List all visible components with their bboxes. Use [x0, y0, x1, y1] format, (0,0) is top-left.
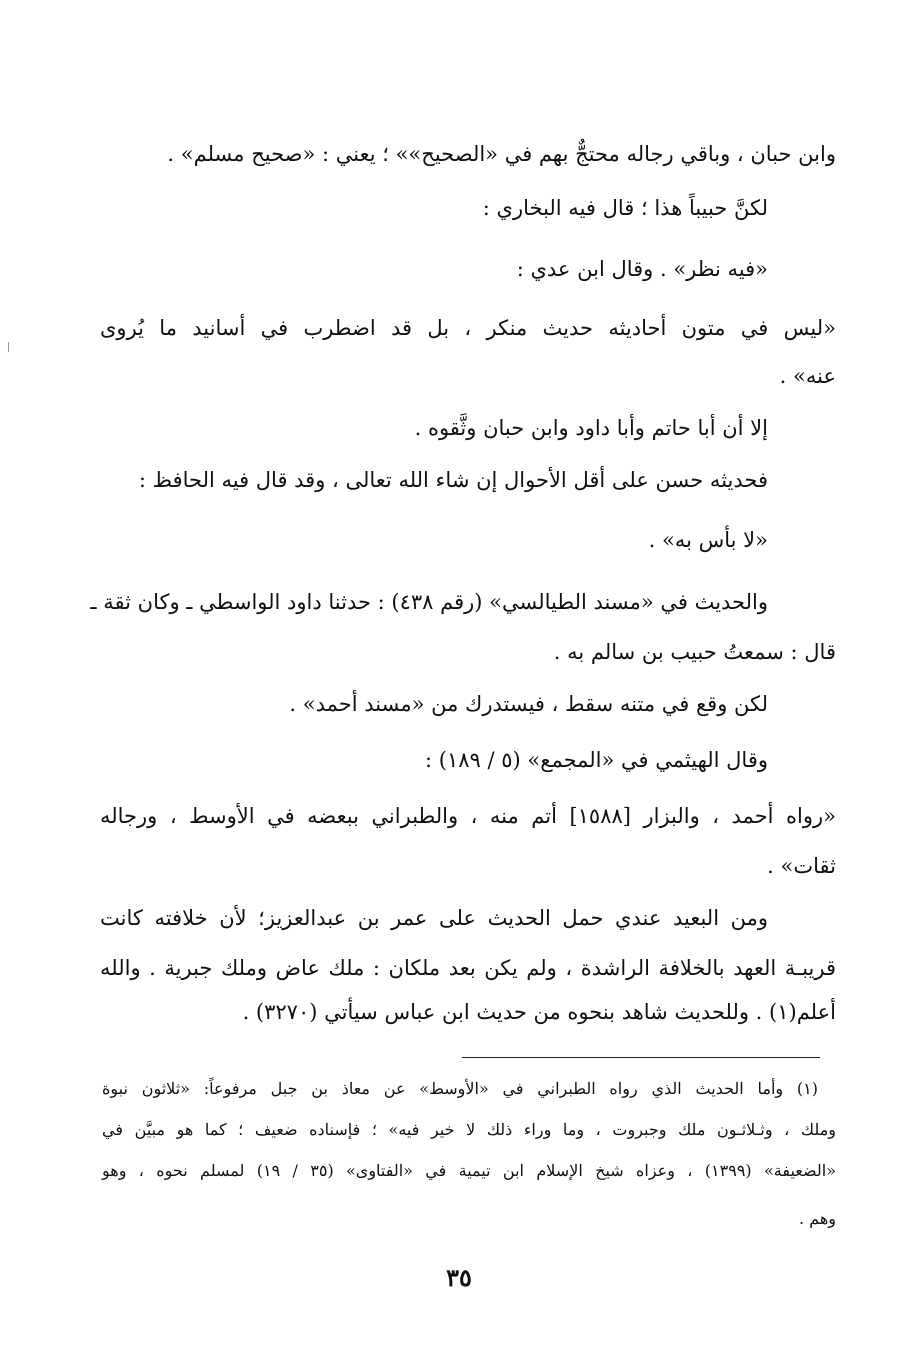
- text-line-10: قال : سمعتُ حبيب بن سالم به .: [553, 640, 836, 664]
- text-line-14: ثقات» .: [767, 854, 836, 878]
- footnote-line-1: (١) وأما الحديث الذي رواه الطبراني في «الأوسط» عن معاذ بن جبل مرفوعاً: «ثلاثون نبوة: [102, 1079, 818, 1098]
- text-line-5: عنه» .: [779, 364, 836, 388]
- text-line-9: والحديث في «مسند الطيالسي» (رقم ٤٣٨) : حدثنا داود الواسطي ـ وكان ثقة ـ: [90, 590, 768, 614]
- text-line-3: «فيه نظر» . وقال ابن عدي :: [516, 257, 768, 281]
- margin-mark: [8, 342, 12, 352]
- footnote-line-4: وهم .: [799, 1209, 836, 1228]
- text-line-15: ومن البعيد عندي حمل الحديث على عمر بن عبدالعزيز؛ لأن خلافته كانت: [100, 906, 769, 930]
- text-line-11: لكن وقع في متنه سقط ، فيستدرك من «مسند أحمد» .: [289, 692, 768, 716]
- text-line-8: «لا بأس به» .: [648, 528, 768, 552]
- text-line-17: أعلم(١) . وللحديث شاهد بنحوه من حديث ابن عباس سيأتي (٣٢٧٠) .: [242, 1000, 836, 1024]
- text-line-13: «رواه أحمد ، والبزار [١٥٨٨] أتم منه ، والطبراني ببعضه في الأوسط ، ورجاله: [100, 804, 836, 828]
- footnote-separator: [462, 1057, 820, 1058]
- text-line-2: لكنَّ حبيباً هذا ؛ قال فيه البخاري :: [482, 196, 768, 220]
- text-line-12: وقال الهيثمي في «المجمع» (٥ / ١٨٩) :: [425, 748, 768, 772]
- page-number: ٣٥: [446, 1263, 472, 1292]
- text-line-1: وابن حبان ، وباقي رجاله محتجٌّ بهم في «الصحيح»» ؛ يعني : «صحيح مسلم» .: [167, 142, 836, 166]
- text-line-4: «ليس في متون أحاديثه حديث منكر ، بل قد اضطرب في أسانيد ما يُروى: [100, 316, 836, 340]
- footnote-line-2: وملك ، وثـلاثـون ملك وجبروت ، وما وراء ذلك لا خير فيه» ؛ فإسناده ضعيف ؛ كما هو مبيَّن في: [102, 1120, 836, 1139]
- footnote-line-3: «الضعيفة» (١٣٩٩) ، وعزاه شيخ الإسلام ابن تيمية في «الفتاوى» (٣٥ / ١٩) لمسلم نحوه ، وهو: [102, 1161, 836, 1180]
- text-line-7: فحديثه حسن على أقل الأحوال إن شاء الله تعالى ، وقد قال فيه الحافظ :: [138, 468, 768, 492]
- text-line-16: قريبـة العهد بالخلافة الراشدة ، ولم يكن بعد ملكان : ملك عاض وملك جبرية . والله: [100, 956, 836, 980]
- text-line-6: إلا أن أبا حاتم وأبا داود وابن حبان وثَّقوه .: [414, 416, 768, 440]
